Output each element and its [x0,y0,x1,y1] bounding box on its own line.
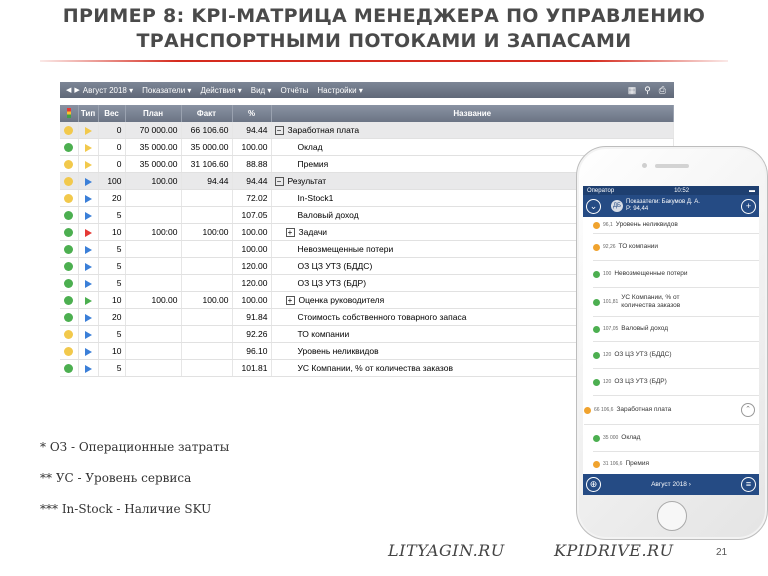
status-dot-icon [64,364,73,373]
kpi-value: 100 [603,271,612,277]
page-number: 21 [716,547,728,558]
percent-cell: 72.02 [232,190,271,207]
type-cell [78,343,98,360]
type-cell [78,173,98,190]
plan-cell [125,326,181,343]
fact-cell: 100.00 [181,292,232,309]
fact-cell [181,309,232,326]
fact-cell [181,360,232,377]
flag-icon [85,280,92,288]
status-dot-icon [593,271,600,278]
home-button[interactable] [657,501,687,531]
status-cell [60,275,78,292]
type-cell [78,207,98,224]
flag-icon [85,348,92,356]
weight-cell: 5 [98,360,125,377]
page-title [0,4,768,54]
kpi-label: ТО компании [618,243,659,250]
status-cell [60,139,78,156]
status-dot-icon [64,347,73,356]
carrier-label: Оператор [587,187,615,194]
type-cell [78,190,98,207]
plan-cell: 100.00 [125,173,181,190]
kpi-label: Заработная плата [616,406,672,413]
status-dot-icon [593,244,600,251]
percent-cell: 101.81 [232,360,271,377]
phone-list-item[interactable] [584,396,759,425]
status-cell [60,156,78,173]
type-cell [78,241,98,258]
clock: 10:52 [674,187,690,194]
weight-cell: 5 [98,258,125,275]
percent-cell: 100.00 [232,241,271,258]
weight-cell: 5 [98,241,125,258]
status-dot-icon [593,435,600,442]
plan-cell [125,275,181,292]
status-dot-icon [64,194,73,203]
add-icon[interactable]: + [741,199,756,214]
status-dot-icon [64,160,73,169]
camera-icon [642,163,647,168]
flag-icon [85,229,92,237]
type-cell [78,360,98,377]
col-type[interactable]: Тип [78,105,98,122]
phone-list-item[interactable] [593,234,759,261]
weight-cell: 5 [98,207,125,224]
flag-icon [85,178,92,186]
chevron-up-icon[interactable]: ⌃ [741,403,755,417]
fact-cell: 35 000.00 [181,139,232,156]
kpi-name: ТО компании [297,329,350,339]
battery-icon: ▬ [748,187,755,194]
weight-cell: 5 [98,275,125,292]
kpi-label: ОЗ ЦЗ УТЗ (БДДС) [614,351,672,358]
kpi-value: 101,81 [603,299,619,305]
weight-cell: 5 [98,326,125,343]
kpi-label: УС Компании, % от количества заказов [621,294,681,309]
status-cell [60,343,78,360]
kpi-label: Премия [625,460,649,467]
fact-cell: 100:00 [181,224,232,241]
prev-period-icon[interactable]: ◀ [66,87,72,94]
phone-list-item[interactable] [593,217,759,234]
weight-cell: 0 [98,156,125,173]
weight-cell: 0 [98,139,125,156]
kpi-label: Уровень неликвидов [615,221,678,228]
footnotes [40,440,229,533]
status-dot-icon [64,262,73,271]
status-dot-icon [64,296,73,305]
status-cell [60,292,78,309]
footer-link-kpidrive[interactable]: KPIDRIVE.RU [554,541,674,560]
kpi-value: 92,26 [603,244,616,250]
fact-cell: 66 106.60 [181,122,232,139]
type-cell [78,156,98,173]
status-cell [60,207,78,224]
plan-cell: 100.00 [125,292,181,309]
kpi-label: ОЗ ЦЗ УТЗ (БДР) [614,378,667,385]
status-dot-icon [593,379,600,386]
weight-cell: 20 [98,309,125,326]
kpi-name: ОЗ ЦЗ УТЗ (БДДС) [297,261,373,271]
col-status [60,105,78,122]
kpi-value: 66 106,6 [594,407,614,413]
refresh-icon[interactable]: ⊕ [586,477,601,492]
percent-cell: 100.00 [232,292,271,309]
status-cell [60,173,78,190]
flag-icon [85,246,92,254]
print-icon[interactable]: ⎙ [658,84,666,95]
status-cell [60,190,78,207]
type-cell [78,258,98,275]
phone-period-selector[interactable]: Август 2018 › [651,481,691,488]
expand-icon[interactable]: + [286,228,295,237]
fact-cell: 31 106.60 [181,156,232,173]
plan-cell: 35 000.00 [125,156,181,173]
status-dot-icon [584,407,591,414]
avatar: ДБ [611,200,623,212]
status-dot-icon [64,330,73,339]
user-score: Р: 94,44 [626,206,649,212]
weight-cell: 10 [98,224,125,241]
phone-status-bar [583,186,759,195]
fact-cell [181,207,232,224]
table-header-row [60,105,674,122]
phone-header [583,195,759,217]
kpi-name: Валовый доход [297,210,359,220]
col-weight[interactable]: Вес [98,105,125,122]
plan-cell [125,258,181,275]
percent-cell: 88.88 [232,156,271,173]
type-cell [78,122,98,139]
plan-cell [125,241,181,258]
kpi-name: Уровень неликвидов [297,346,379,356]
status-dot-icon [64,245,73,254]
menu-actions[interactable]: Действия ▾ [200,85,242,95]
status-dot-icon [593,222,600,229]
table-row[interactable] [60,122,674,139]
status-cell [60,360,78,377]
type-cell [78,309,98,326]
kpi-name: Результат [287,175,327,186]
status-dot-icon [593,461,600,468]
kpi-name: Премия [297,159,329,169]
percent-cell: 96.10 [232,343,271,360]
kpi-label: Невозмещенные потери [614,270,688,277]
weight-cell: 10 [98,292,125,309]
fact-cell [181,343,232,360]
flag-icon [85,127,92,135]
flag-icon [85,195,92,203]
percent-cell: 100.00 [232,139,271,156]
phone-footer [583,474,759,495]
menu-settings[interactable]: Настройки ▾ [317,85,363,95]
type-cell [78,292,98,309]
title-divider [40,60,728,62]
kpi-name: Оценка руководителя [298,294,385,305]
col-fact[interactable]: Факт [181,105,232,122]
col-percent[interactable]: % [232,105,271,122]
fact-cell [181,258,232,275]
footnote: *** In-Stock - Наличие SKU [40,502,212,516]
flag-icon [85,161,92,169]
kpi-name: Стоимость собственного товарного запаса [297,312,467,322]
flag-icon [85,263,92,271]
type-cell [78,139,98,156]
plan-cell [125,207,181,224]
type-cell [78,326,98,343]
phone-screen [583,186,759,495]
status-cell [60,224,78,241]
plan-cell [125,190,181,207]
status-cell [60,326,78,343]
col-plan[interactable]: План [125,105,181,122]
weight-cell: 0 [98,122,125,139]
table-icon[interactable]: ▦ [627,84,637,95]
status-dot-icon [64,279,73,288]
kpi-value: 96,1 [603,222,613,228]
kpi-name: ОЗ ЦЗ УТЗ (БДР) [297,278,367,288]
title-line-2: ТРАНСПОРТНЫМИ ПОТОКАМИ И ЗАПАСАМИ [136,30,632,52]
fact-cell [181,241,232,258]
footnote: * ОЗ - Операционные затраты [40,440,230,454]
kpi-name: Оклад [297,142,323,152]
name-cell [271,122,674,139]
phone-list-item[interactable] [593,342,759,369]
toolbar [60,82,674,98]
kpi-name: УС Компании, % от количества заказов [297,363,453,373]
status-dot-icon [64,313,73,322]
phone-list-item[interactable] [593,317,759,342]
user-info [626,199,741,213]
speaker-icon [655,164,689,168]
user-name: Показатели: Бакумов Д. А. [626,199,700,205]
period-selector[interactable]: Август 2018 ▾ [82,85,134,95]
weight-cell: 100 [98,173,125,190]
plan-cell [125,309,181,326]
phone-list-item[interactable] [593,425,759,452]
menu-icon[interactable]: ≡ [741,477,756,492]
col-name[interactable]: Название [271,105,674,122]
flag-icon [85,365,92,373]
status-dot-icon [64,211,73,220]
status-dot-icon [64,143,73,152]
kpi-label: Оклад [621,434,641,441]
status-dot-icon [593,352,600,359]
collapse-icon[interactable]: − [275,126,284,135]
expand-icon[interactable]: + [286,296,295,305]
phone-list-item[interactable] [593,369,759,396]
phone-list-item[interactable] [593,288,759,317]
plan-cell: 70 000.00 [125,122,181,139]
weight-cell: 10 [98,343,125,360]
footer-link-lityagin[interactable]: LITYAGIN.RU [388,541,505,560]
fact-cell [181,326,232,343]
percent-cell: 91.84 [232,309,271,326]
kpi-value: 107,05 [603,326,619,332]
kpi-value: 120 [603,379,612,385]
kpi-value: 120 [603,352,612,358]
fact-cell: 94.44 [181,173,232,190]
status-cell [60,241,78,258]
kpi-name: Задачи [298,226,328,237]
percent-cell: 94.44 [232,173,271,190]
menu-indicators[interactable]: Показатели ▾ [142,85,192,95]
status-cell [60,309,78,326]
fact-cell [181,275,232,292]
fact-cell [181,190,232,207]
status-dot-icon [64,177,73,186]
table-row[interactable] [60,139,674,156]
title-line-1: ПРИМЕР 8: KPI-МАТРИЦА МЕНЕДЖЕРА ПО УПРАВЛЕНИЮ [62,5,706,27]
plan-cell [125,360,181,377]
kpi-value: 35 000 [603,435,619,441]
flag-icon [85,212,92,220]
weight-cell: 20 [98,190,125,207]
footnote: ** УС - Уровень сервиса [40,471,192,485]
phone-kpi-list [583,217,759,473]
kpi-name: Невозмещенные потери [297,244,394,254]
next-period-icon[interactable]: ▶ [74,87,80,94]
percent-cell: 94.44 [232,122,271,139]
percent-cell: 100.00 [232,224,271,241]
phone-mockup [576,146,768,540]
plan-cell: 100:00 [125,224,181,241]
status-dot-icon [64,228,73,237]
status-dot-icon [593,299,600,306]
flag-icon [85,297,92,305]
kpi-name: Заработная плата [287,124,360,135]
plan-cell: 35 000.00 [125,139,181,156]
status-dot-icon [593,326,600,333]
flag-icon [85,144,92,152]
menu-reports[interactable]: Отчёты [280,85,309,95]
percent-cell: 120.00 [232,275,271,292]
collapse-icon[interactable]: − [275,177,284,186]
phone-list-item[interactable] [593,261,759,288]
type-cell [78,224,98,241]
percent-cell: 120.00 [232,258,271,275]
kpi-name: In-Stock1 [297,193,334,203]
percent-cell: 92.26 [232,326,271,343]
menu-view[interactable]: Вид ▾ [250,85,272,95]
type-cell [78,275,98,292]
status-dot-icon [64,126,73,135]
kpi-value: 31 106,6 [603,461,623,467]
plan-cell [125,343,181,360]
search-icon[interactable]: ⚲ [644,84,651,95]
flag-icon [85,314,92,322]
flag-icon [85,331,92,339]
status-cell [60,258,78,275]
status-cell [60,122,78,139]
collapse-icon[interactable]: ⌄ [586,199,601,214]
traffic-light-icon [67,108,71,118]
kpi-label: Валовый доход [621,325,669,332]
percent-cell: 107.05 [232,207,271,224]
